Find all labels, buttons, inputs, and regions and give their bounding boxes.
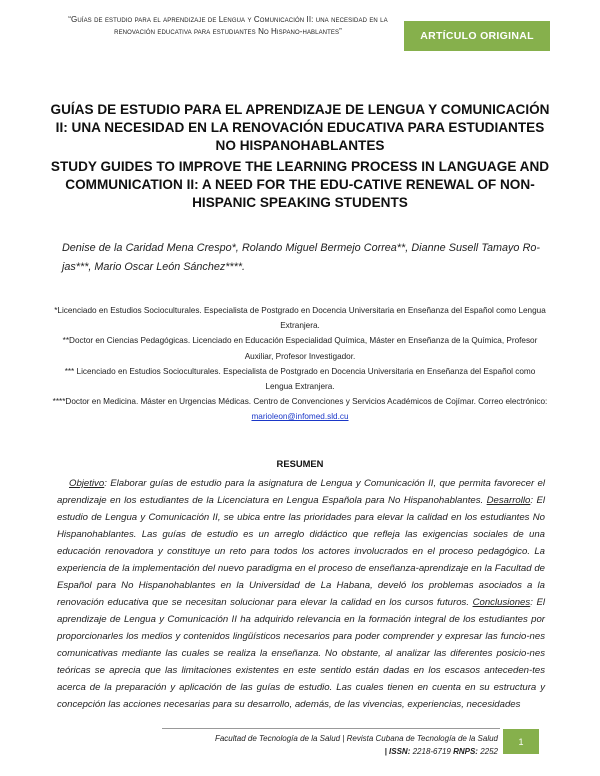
abstract-heading: RESUMEN xyxy=(276,458,324,469)
page-number: 1 xyxy=(503,729,539,754)
conclusiones-text: : El aprendizaje de Lengua y Comunicación II ha adquirido relevancia en la formación integral de los estudiantes por proporcionarles los medios y contenidos lingüísticos necesarios para poder comprender y expresar las funcio-nes comunicativas mediante las cuales se realiza la enseñanza. No obstante, al analizar las diferentes posicio-nes teóricas se aprecia que las limitaciones existentes en este sentido están dadas en los escasos anteceden-tes acerca de la preparación y aplicación de las guías de estudio. Las cuales tienen en cuenta en su estructura y concepción las acciones necesarias para su desarrollo, además, de las vivencias, experiencias, necesidades xyxy=(57,597,545,710)
rnps-label: RNPS: xyxy=(453,747,478,756)
footer-journal-info xyxy=(168,732,498,758)
issn-label: | ISSN: xyxy=(384,747,411,756)
affiliation-2: **Doctor en Ciencias Pedagógicas. Licenciado en Educación Especialidad Química, Máster en Enseñanza de la Química, Profesor Auxiliar, Profesor Investigador. xyxy=(62,336,538,361)
article-type-badge: ARTÍCULO ORIGINAL xyxy=(404,21,550,51)
rnps-value: 2252 xyxy=(477,747,498,756)
affiliation-3: *** Licenciado en Estudios Socioculturales. Especialista de Postgrado en Docencia Universitaria en Enseñanza del Español como Lengua Extranjera. xyxy=(64,366,536,392)
footer-divider xyxy=(162,728,500,729)
title-english: STUDY GUIDES TO IMPROVE THE LEARNING PROCESS IN LANGUAGE AND COMMUNICATION II: A NEED FOR THE EDU-CATIVE RENEWAL OF NON-HISPANIC SPEAKING STUDENTS xyxy=(50,159,550,210)
issn-value: 2218-6719 xyxy=(410,747,454,756)
affiliation-4 xyxy=(50,394,550,424)
author-list: Denise de la Caridad Mena Crespo*, Rolando Miguel Bermejo Correa**, Dianne Susell Tamayo Ro-jas***, Mario Oscar León Sánchez****. xyxy=(62,242,540,273)
title-spanish: GUÍAS DE ESTUDIO PARA EL APRENDIZAJE DE LENGUA Y COMUNICACIÓN II: UNA NECESIDAD EN LA RENOVACIÓN EDUCATIVA PARA ESTUDIANTES NO HISPANOHABLANTES xyxy=(50,102,550,153)
desarrollo-text: : El estudio de Lengua y Comunicación II, se ubica entre las prioridades para elevar la calidad en los estudiantes No Hispanohablantes. Las guías de estudio es un arreglo didáctico que refleja las exigencias sociales de una educación renovadora y constituye un reto para todos los actores involucrados en el proceso pedagógico. La experiencia de la implementación del nuevo paradigma en el proceso de enseñanza-aprendizaje en la Facultad de Español para No Hispanohablantes en la Universidad de La Habana, develó los problemas asociados a la renovación educativa que se necesitan solucionar para elevar la calidad en los cursos futuros. xyxy=(57,495,545,608)
affiliations xyxy=(50,303,550,425)
conclusiones-label: Conclusiones xyxy=(472,597,531,608)
objetivo-label: Objetivo xyxy=(69,478,105,489)
desarrollo-label: Desarrollo xyxy=(486,495,531,506)
title-block xyxy=(50,101,550,212)
email-link[interactable]: marioleon@infomed.sld.cu xyxy=(251,412,349,422)
affiliation-1: *Licenciado en Estudios Socioculturales. Especialista de Postgrado en Docencia Universitaria en Enseñanza del Español como Lengua Extranjera. xyxy=(54,306,546,331)
footer-line-1: Facultad de Tecnología de la Salud | Revista Cubana de Tecnología de la Salud xyxy=(214,734,498,743)
objetivo-text: : Elaborar guías de estudio para la asignatura de Lengua y Comunicación II, que permita favorecer el aprendizaje en los estudiantes de la Licenciatura en Lengua Española para No Hispanohablantes. xyxy=(57,478,545,506)
running-header: “Guías de estudio para el aprendizaje de Lengua y Comunicación II: una necesidad en la renovación educativa para estudiantes No Hispano-hablantes” xyxy=(68,15,388,36)
abstract-body xyxy=(57,475,545,713)
affiliation-4-text: ****Doctor en Medicina. Máster en Urgencias Médicas. Centro de Convenciones y Servicios Académicos de Cojímar. Correo electrónico: xyxy=(52,397,548,407)
footer-line-2 xyxy=(168,745,498,758)
